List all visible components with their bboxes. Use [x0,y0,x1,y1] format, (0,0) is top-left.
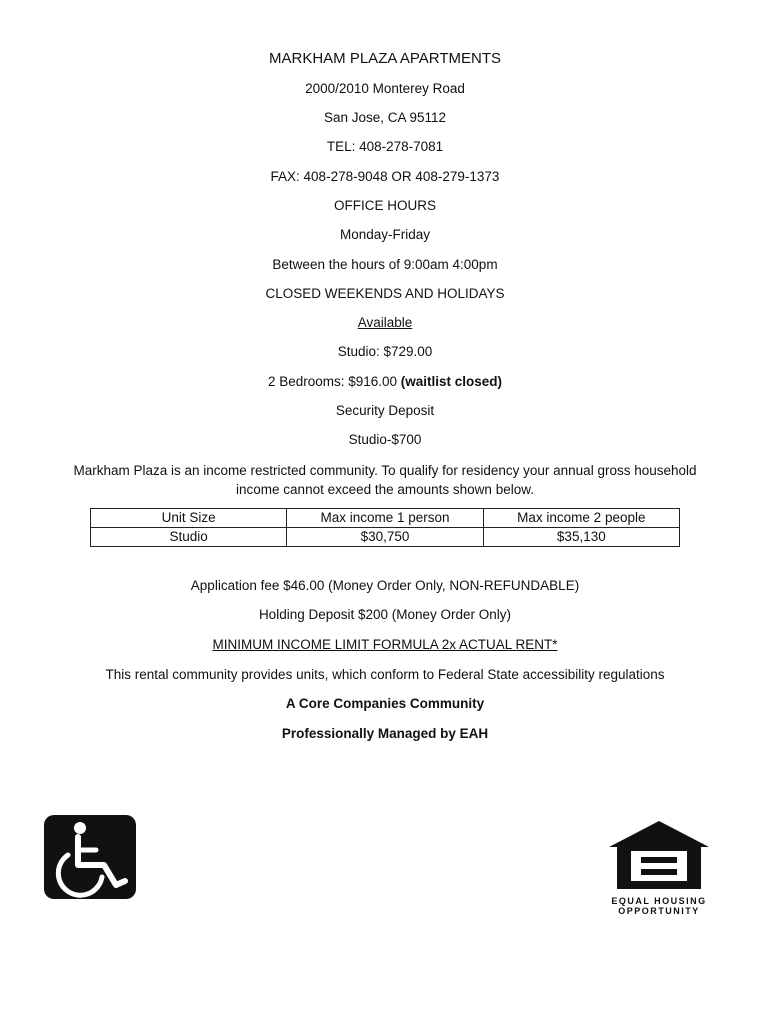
two-bedroom-price: 2 Bedrooms: $916.00 [267,374,401,389]
fax: FAX: 408-278-9048 OR 408-279-1373 [270,169,500,184]
holding-deposit: Holding Deposit $200 (Money Order Only) [258,607,512,622]
available-heading-text: Available [357,315,413,330]
studio-deposit: Studio-$700 [348,432,422,447]
wheelchair-icon [44,815,136,899]
closed-notice: CLOSED WEEKENDS AND HOLIDAYS [265,286,505,301]
application-fee: Application fee $46.00 (Money Order Only, NON-REFUNDABLE) [190,578,580,593]
table-header-cell: Unit Size [91,509,287,528]
core-companies-line: A Core Companies Community [285,696,485,711]
income-formula-text: MINIMUM INCOME LIMIT FORMULA 2x ACTUAL RENT* [212,637,558,652]
office-hours-heading: OFFICE HOURS [333,198,436,213]
security-deposit-heading: Security Deposit [335,403,435,418]
two-bedroom-rent [0,374,770,389]
eho-line-2: OPPORTUNITY [618,906,700,916]
table-cell: $30,750 [287,528,483,547]
table-row [91,528,680,547]
table-header-cell: Max income 1 person [287,509,483,528]
equal-housing-logo [603,819,715,914]
income-restriction-note: Markham Plaza is an income restricted community. To qualify for residency your annual gross household income cannot exceed the amounts shown below. [73,463,697,497]
address-line-2: San Jose, CA 95112 [323,110,447,125]
table-cell: Studio [91,528,287,547]
page-title: MARKHAM PLAZA APARTMENTS [269,50,501,67]
telephone: TEL: 408-278-7081 [326,139,444,154]
waitlist-status: (waitlist closed) [400,374,503,389]
managed-by-line: Professionally Managed by EAH [281,726,489,741]
office-hours: Between the hours of 9:00am 4:00pm [272,257,498,272]
income-limits-table [90,508,680,547]
table-header-row [91,509,680,528]
available-heading [0,315,770,330]
table-cell: $35,130 [483,528,679,547]
accessibility-statement: This rental community provides units, which conform to Federal State accessibility regulations [105,667,665,682]
studio-rent: Studio: $729.00 [337,344,433,359]
office-days: Monday-Friday [339,227,431,242]
table-header-cell: Max income 2 people [483,509,679,528]
income-formula [0,637,770,652]
address-line-1: 2000/2010 Monterey Road [305,81,465,96]
eho-line-1: EQUAL HOUSING [611,896,707,906]
